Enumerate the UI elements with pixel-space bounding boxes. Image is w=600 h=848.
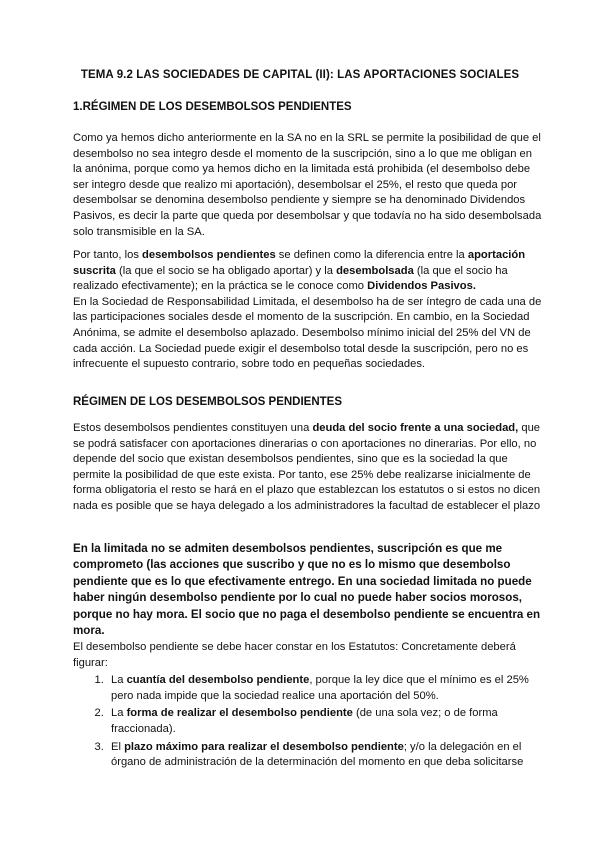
section-heading-2: RÉGIMEN DE LOS DESEMBOLSOS PENDIENTES	[73, 396, 343, 408]
list-item	[107, 706, 543, 737]
list-item	[107, 673, 543, 704]
bold-term: Dividendos Pasivos.	[367, 280, 476, 293]
text-run: (la que el socio se ha obligado aportar) y la	[115, 264, 337, 277]
text-run: Por tanto, los	[73, 249, 143, 261]
requirements-list	[73, 673, 543, 771]
paragraph-3-text	[73, 421, 543, 515]
paragraph-1-text: Como ya hemos dicho anteriormente en la SA no en la SRL se permite la posibilidad de que el desembolso no sea integro desde el momento de la suscripción, sino a lo que me obligan en la anónima, porque como ya hemos dicho en la limitada está prohibida (el desembolso debe ser integro desde que realizo mi aportación), desembolsar el 25%, el resto que queda por desembolsar se denomina desembolso pendiente y siempre se ha denominado Dividendos Pasivos, es decir la parte que queda por desembolsar y que todavía no ha sido desembolsada solo transmisible en la SA.	[73, 132, 542, 238]
bold-term: cuantía del desembolso pendiente	[126, 674, 310, 687]
text-run: (la que el socio ha realizado efectivamente); en la práctica se le conoce como	[73, 264, 508, 293]
list-item	[107, 740, 543, 771]
requirements-section	[73, 640, 543, 773]
text-run: La	[111, 707, 127, 720]
bold-term: desembolsos pendientes	[142, 249, 276, 261]
text-run: (de una sola vez; o de forma fraccionada).	[111, 707, 498, 735]
text-run: El	[111, 740, 125, 753]
document-title: TEMA 9.2 LAS SOCIEDADES DE CAPITAL (II): LAS APORTACIONES SOCIALES	[80, 69, 520, 81]
paragraph-1	[73, 131, 543, 240]
bold-term: desembolsada	[336, 264, 414, 277]
bold-term: forma de realizar el desembolso pendiente	[126, 707, 353, 720]
section-heading-1: 1.RÉGIMEN DE LOS DESEMBOLSOS PENDIENTES	[73, 101, 352, 113]
text-run: que se podrá satisfacer con aportaciones dinerarias o con aportaciones no dinerarias. Por ello, no depende del socio que existan desembolsos pendientes, sino que es la sociedad la que permite la posibilidad de que este exista. Por tanto, ese 25% debe realizarse inicialmente de forma obligatoria el resto se hará en el plazo que establezcan los estatutos o si estos no dicen nada es posible que se haya delegado a los administradores la facultad de establecer el plazo	[73, 422, 541, 512]
text-run: ; y/o la delegación en el órgano de administración de la determinación del momento en que deba solicitarse	[111, 740, 524, 769]
paragraph-2	[73, 248, 543, 373]
text-run: Estos desembolsos pendientes constituyen una	[73, 422, 313, 434]
paragraph-3	[73, 421, 543, 515]
paragraph-2-second: En la Sociedad de Responsabilidad Limitada, el desembolso ha de ser íntegro de cada una de las participaciones sociales desde el momento de la suscripción. En cambio, en la Sociedad Anónima, se admite el desembolso aplazado. Desembolso mínimo inicial del 25% del VN de cada acción. La Sociedad puede exigir el desembolso total desde la suscripción, pero no es infrecuente el supuesto contrario, sobre todo en pequeñas sociedades.	[73, 295, 542, 371]
text-run: La	[111, 674, 127, 687]
bold-term: aportación suscrita	[73, 249, 526, 277]
paragraph-2-first	[73, 248, 543, 295]
bold-term: plazo máximo para realizar el desembolso pendiente	[124, 740, 404, 753]
text-run: se definen como la diferencia entre la	[275, 249, 468, 261]
text-run: , porque la ley dice que el mínimo es el 25% pero nada impide que la sociedad realice una aportación del 50%.	[111, 674, 529, 702]
list-intro: El desembolso pendiente se debe hacer constar en los Estatutos: Concretamente deberá figurar:	[73, 641, 516, 669]
bold-term: deuda del socio frente a una sociedad,	[312, 422, 519, 434]
paragraph-4-bold: En la limitada no se admiten desembolsos pendientes, suscripción es que me comprometo (las acciones que suscribo y que no es lo mismo que desembolso pendiente que es lo que efectivamente entrego. En una sociedad limitada no puede haber ningún desembolso pendiente por lo cual no puede haber socios morosos, porque no hay mora. El socio que no paga el desembolso pendiente se encuentra en mora.	[73, 542, 541, 638]
